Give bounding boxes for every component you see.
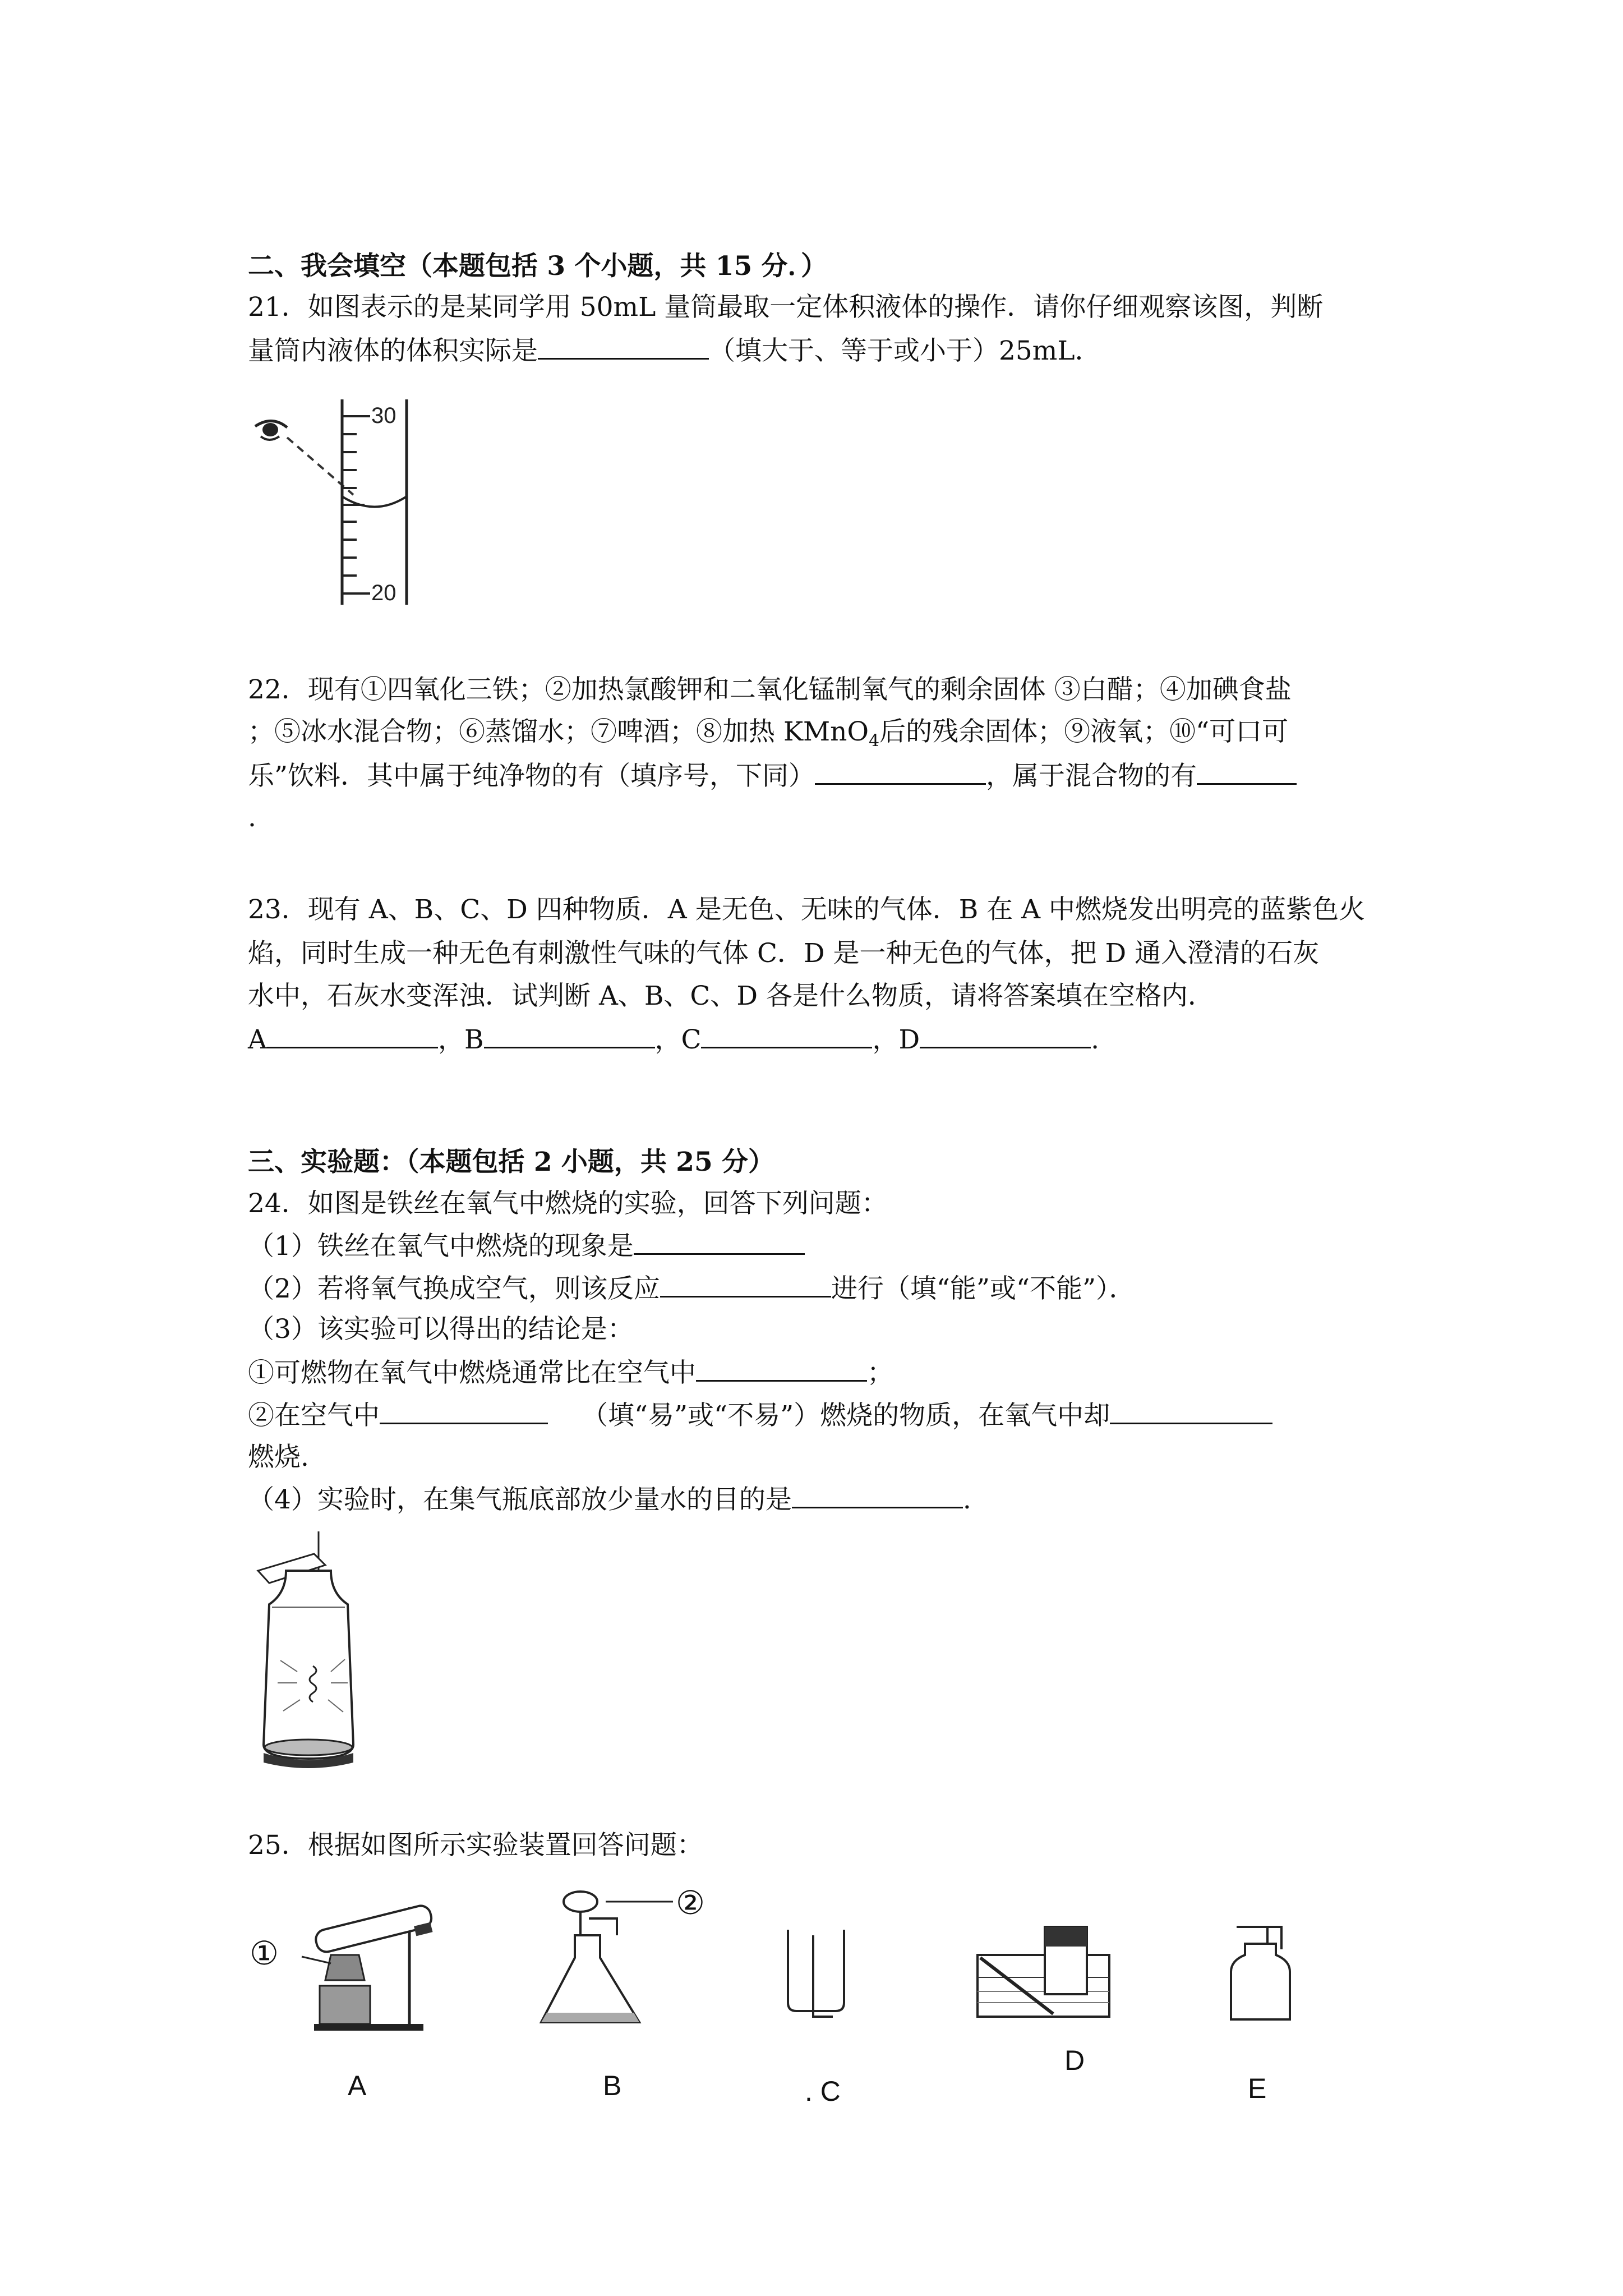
q22-mixture-blank[interactable] [1197,758,1297,785]
label-a: A [348,2070,367,2101]
q21-line-1: 21．如图表示的是某同学用 50mL 量筒最取一定体积液体的操作．请你仔细观察该图，判断 [248,292,1324,323]
q24-conclusion-1-post: ； [867,1358,893,1388]
q23-line-1: 23．现有 A、B、C、D 四种物质．A 是无色、无味的气体．B 在 A 中燃烧发出明亮的蓝紫色火 [248,894,1365,925]
q24-part-3: （3）该实验可以得出的结论是： [248,1314,634,1345]
apparatus-a [247,1902,460,2101]
apparatus-c [782,1924,872,2107]
q23-blank-c[interactable] [701,1022,872,1048]
q22-line-3 [248,758,1297,793]
q23-blank-b[interactable] [484,1022,655,1048]
section-2-heading: 二、我会填空（本题包括 3 个小题，共 15 分．） [248,251,828,282]
q24-part-4-post: . [962,1484,971,1515]
q24-blank-5[interactable] [1110,1398,1272,1424]
q24-blank-6[interactable] [792,1482,963,1508]
label-b: B [603,2070,622,2101]
q24-conclusion-2 [248,1398,1272,1433]
tick-label-bottom: 20 [371,581,396,605]
q23-blank-d[interactable] [920,1022,1091,1048]
q21-text-pre: 量筒内液体的体积实际是 [248,335,538,366]
scale-ticks [342,416,370,593]
apparatus-b [555,1884,735,2101]
q21-answer-blank[interactable] [538,333,709,360]
tick-label-top: 30 [371,403,396,428]
q22-subscript: 4 [868,731,880,751]
q24-part-2-post: 进行（填“能”或“不能”）． [831,1273,1136,1304]
q22-pure-blank[interactable] [815,758,986,785]
q23-line-2: 焰，同时生成一种无色有刺激性气味的气体 C．D 是一种无色的气体，把 D 通入澄清的石灰 [248,938,1320,969]
q23-answers [248,1022,1099,1057]
q25-line-1: 25．根据如图所示实验装置回答问题： [248,1830,703,1861]
q21-line-2 [248,333,1101,368]
q23-label-b: ，B [437,1024,484,1055]
q22-line-2-pre: ；⑤冰水混合物；⑥蒸馏水；⑦啤酒；⑧加热 KMnO [248,716,869,747]
q22-line-3-pre: 乐”饮料．其中属于纯净物的有（填序号，下同） [248,761,815,792]
label-c: . C [805,2076,841,2107]
q24-part-2 [248,1271,1136,1306]
q22-line-2 [248,715,1288,758]
apparatus-d [975,1924,1154,2076]
q24-blank-2[interactable] [660,1271,831,1297]
q21-text-post: （填大于、等于或小于）25mL． [709,335,1101,366]
eye-icon [255,421,287,440]
q22-line-4: . [248,802,256,833]
label-e: E [1248,2073,1267,2104]
q23-blank-a[interactable] [267,1022,438,1048]
q23-label-d: ，D [872,1024,920,1055]
q24-part-4 [248,1482,971,1517]
q24-part-2-pre: （2）若将氧气换成空气，则该反应 [248,1273,660,1304]
q24-blank-3[interactable] [696,1355,867,1382]
q23-end: . [1091,1024,1100,1055]
q23-line-3: 水中，石灰水变浑浊．试判断 A、B、C、D 各是什么物质，请将答案填在空格内． [248,981,1215,1011]
marker-1: ① [250,1934,279,1972]
section-3-heading: 三、实验题：（本题包括 2 小题，共 25 分） [248,1147,775,1177]
q24-line-1: 24．如图是铁丝在氧气中燃烧的实验，回答下列问题： [248,1188,888,1219]
q23-label-c: ，C [654,1024,702,1055]
q22-line-2-post: 后的残余固体；⑨液氧；⑩“可口可 [879,716,1289,747]
q22-line-1: 22．现有①四氧化三铁；②加热氯酸钾和二氧化锰制氧气的剩余固体 ③白醋；④加碘食盐 [248,674,1292,705]
marker-2: ② [676,1884,705,1922]
q24-blank-4[interactable] [380,1398,548,1424]
q24-conclusion-2-pre: ②在空气中 [248,1400,380,1431]
q24-part-1 [248,1228,805,1263]
q24-blank-1[interactable] [634,1228,805,1255]
q24-conclusion-1-pre: ①可燃物在氧气中燃烧通常比在空气中 [248,1358,696,1388]
q24-part-4-pre: （4）实验时，在集气瓶底部放少量水的目的是 [248,1484,792,1515]
q22-line-3-mid: ，属于混合物的有 [986,761,1197,792]
q24-conclusion-1 [248,1355,893,1390]
apparatus-e [1225,1921,1304,2104]
label-d: D [1064,2045,1085,2076]
q24-conclusion-2-mid: （填“易”或“不易”）燃烧的物质，在氧气中却 [582,1400,1110,1431]
gas-jar-figure [247,1531,376,1778]
q24-conclusion-2-end: 燃烧. [248,1442,309,1473]
graduated-cylinder-figure [247,393,432,617]
q24-part-1-text: （1）铁丝在氧气中燃烧的现象是 [248,1231,634,1262]
q23-label-a: A [248,1024,267,1055]
